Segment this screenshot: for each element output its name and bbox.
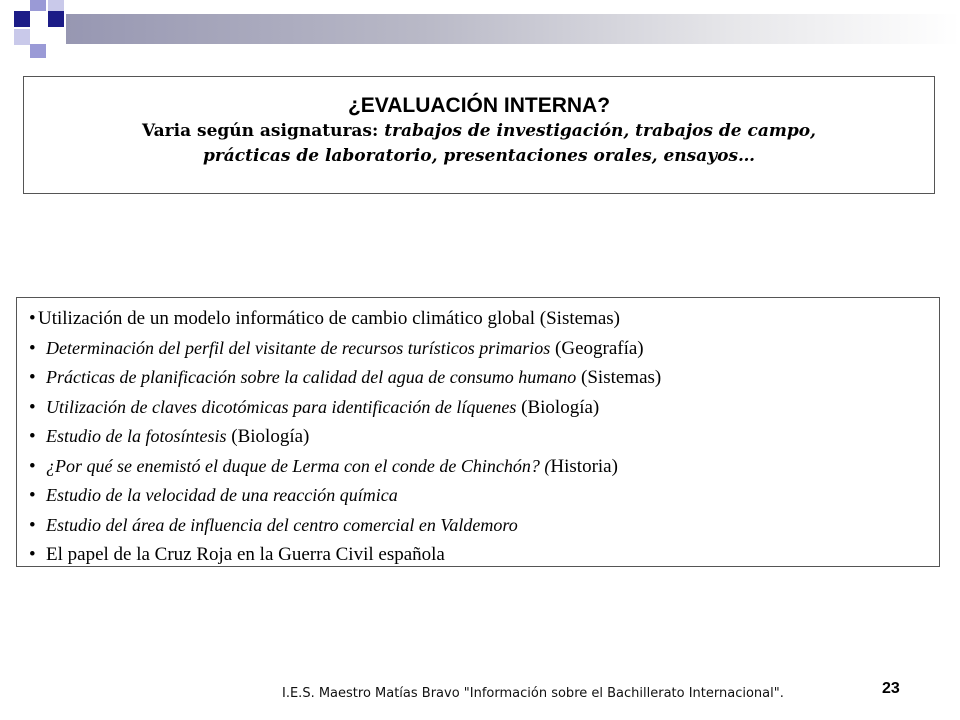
- list-item-italic: Determinación del perfil del visitante de recursos turísticos primarios: [46, 337, 551, 358]
- header-square-navy: [48, 11, 64, 27]
- bullet-icon: •: [29, 337, 36, 359]
- list-item: [29, 452, 939, 482]
- bullet-icon: •: [29, 485, 36, 506]
- list-item-italic: Utilización de claves dicotómicas para identificación de líquenes: [46, 396, 517, 417]
- list-item: [29, 481, 939, 511]
- list-item-plain: Historia): [550, 455, 618, 477]
- list-item: [29, 393, 939, 423]
- header-square-lavender: [30, 0, 46, 11]
- assessment-types-text: prácticas de laboratorio, presentaciones orales, ensayos…: [202, 146, 756, 166]
- bullet-icon: •: [29, 396, 36, 418]
- list-item-plain: (Geografía): [550, 337, 644, 359]
- bullet-icon: •: [29, 544, 36, 565]
- list-item: [29, 540, 939, 570]
- bullet-icon: •: [29, 426, 36, 447]
- list-item: [29, 304, 939, 334]
- bullet-icon: •: [29, 455, 36, 477]
- internal-assessment-box: [23, 76, 935, 194]
- list-item-italic: Estudio del área de influencia del centro comercial en Valdemoro: [46, 514, 518, 535]
- examples-list: [29, 304, 939, 570]
- examples-list-box: [16, 297, 940, 567]
- list-item: [29, 511, 939, 541]
- header-square-navy: [14, 11, 30, 27]
- list-item: [29, 363, 939, 393]
- assessment-types-text: trabajos de investigación, trabajos de campo,: [384, 121, 816, 141]
- assessment-description-line: [24, 119, 934, 144]
- assessment-description-line: [24, 144, 934, 169]
- header-square-pale: [48, 0, 64, 11]
- list-item-italic: Estudio de la fotosíntesis: [46, 426, 227, 446]
- bullet-icon: •: [29, 514, 36, 536]
- header-square-pale: [14, 29, 30, 45]
- list-item-italic: Prácticas de planificación sobre la calidad del agua de consumo humano: [46, 367, 577, 387]
- bullet-icon: •: [29, 367, 36, 388]
- list-item-plain: (Biología): [226, 426, 310, 447]
- list-item: [29, 334, 939, 364]
- footer-text: I.E.S. Maestro Matías Bravo "Información sobre el Bachillerato Internacional".: [282, 686, 784, 701]
- list-item-plain: El papel de la Cruz Roja en la Guerra Civil española: [46, 544, 445, 565]
- list-item-italic: Estudio de la velocidad de una reacción química: [46, 485, 398, 505]
- list-item-plain: Utilización de un modelo informático de cambio climático global (Sistemas): [38, 308, 620, 329]
- list-item-plain: (Biología): [516, 396, 600, 418]
- header-gradient-bar: [66, 14, 960, 44]
- list-item-italic: ¿Por qué se enemistó el duque de Lerma con el conde de Chinchón? (: [46, 455, 551, 476]
- header-square-lavender: [30, 44, 46, 58]
- page-number: 23: [882, 680, 900, 697]
- list-item: [29, 422, 939, 452]
- list-item-plain: (Sistemas): [576, 367, 662, 388]
- bullet-icon: •: [29, 308, 36, 329]
- internal-assessment-heading: ¿EVALUACIÓN INTERNA?: [347, 94, 611, 117]
- assessment-lead-text: Varia según asignaturas:: [142, 121, 379, 141]
